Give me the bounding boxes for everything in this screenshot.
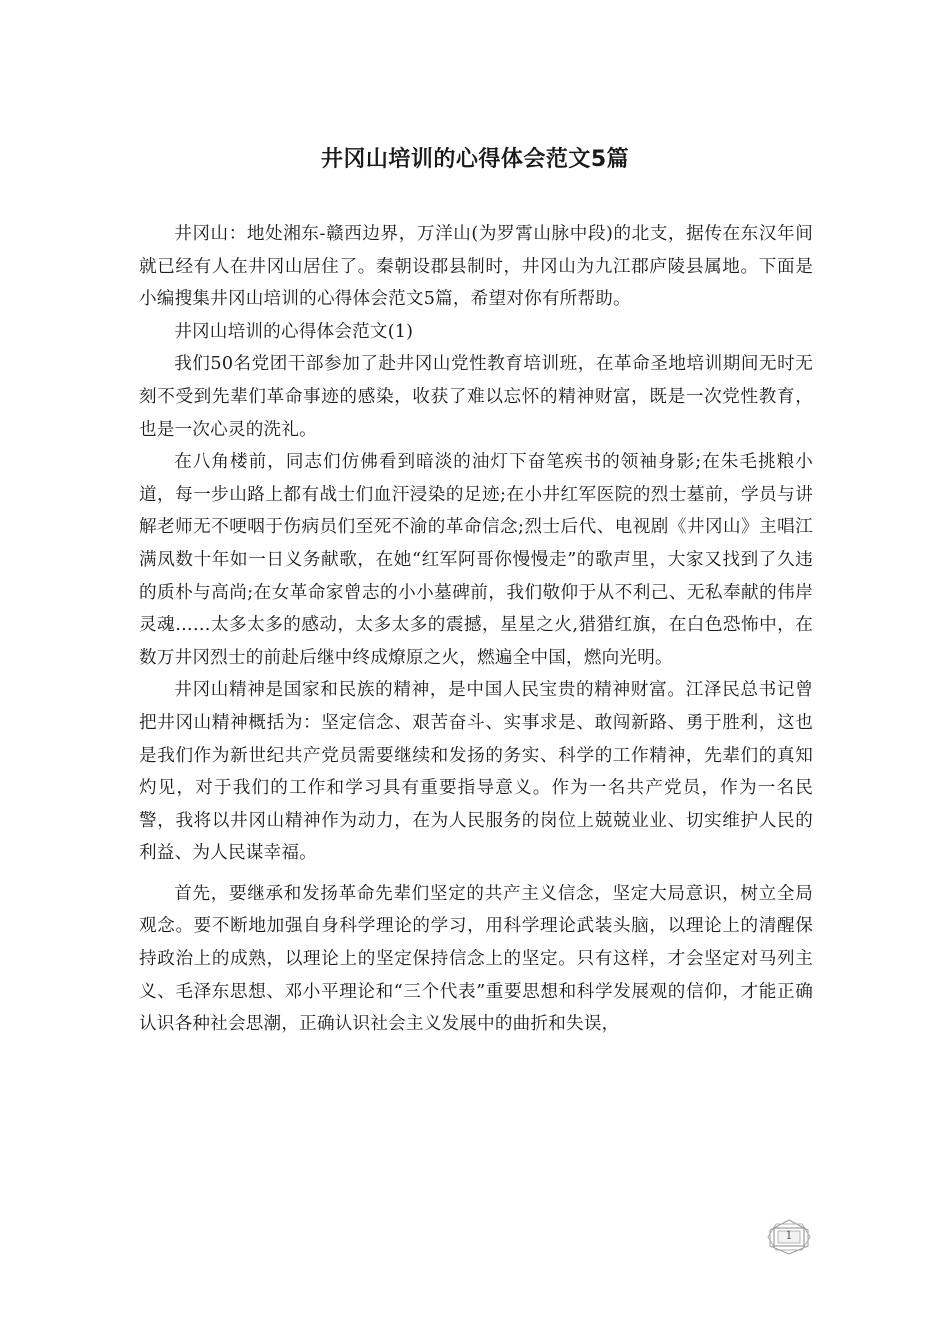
body-paragraph: 首先，要继承和发扬革命先辈们坚定的共产主义信念，坚定大局意识，树立全局观念。要不断地加强自身科学理论的学习，用科学理论武装头脑，以理论上的清醒保持政治上的成熟，以理论上的坚定保持信念上的坚定。只有这样，才会坚定对马列主义、毛泽东思想、邓小平理论和“三个代表”重要思想和科学发展观的信仰，才能正确认识各种社会思潮，正确认识社会主义发展中的曲折和失误， bbox=[139, 883, 813, 1035]
body-paragraph: 在八角楼前，同志们仿佛看到暗淡的油灯下奋笔疾书的领袖身影;在朱毛挑粮小道，每一步山路上都有战士们血汗浸染的足迹;在小井红军医院的烈士墓前，学员与讲解老师无不哽咽于伤病员们至死不渝的革命信念;烈士后代、电视剧《井冈山》主唱江满凤数十年如一日义务献歌，在她“红军阿哥你慢慢走”的歌声里，大家又找到了久违的质朴与高尚;在女革命家曾志的小小墓碑前，我们敬仰于从不利己、无私奉献的伟岸灵魂……太多太多的感动，太多太多的震撼，星星之火,猎猎红旗，在白色恐怖中，在数万井冈烈士的前赴后继中终成燎原之火，燃遍全中国，燃向光明。 bbox=[139, 452, 813, 668]
body-paragraph: 我们50名党团干部参加了赴井冈山党性教育培训班，在革命圣地培训期间无时无刻不受到先辈们革命事迹的感染，收获了难以忘怀的精神财富，既是一次党性教育，也是一次心灵的洗礼。 bbox=[139, 354, 813, 440]
page-number: 1 bbox=[785, 1229, 793, 1242]
document-body bbox=[139, 218, 813, 1041]
document-title: 井冈山培训的心得体会范文5篇 bbox=[320, 147, 630, 172]
body-paragraph: 井冈山精神是国家和民族的精神，是中国人民宝贵的精神财富。江泽民总书记曾把井冈山精神概括为：坚定信念、艰苦奋斗、实事求是、敢闯新路、勇于胜利，这也是我们作为新世纪共产党员需要继续和发扬的务实、科学的工作精神，先辈们的真知灼见，对于我们的工作和学习具有重要指导意义。作为一名共产党员，作为一名民警，我将以井冈山精神作为动力，在为人民服务的岗位上兢兢业业、切实维护人民的利益、为人民谋幸福。 bbox=[139, 680, 813, 864]
section-heading: 井冈山培训的心得体会范文(1) bbox=[174, 321, 414, 342]
intro-paragraph: 井冈山：地处湘东-赣西边界，万洋山(为罗霄山脉中段)的北支，据传在东汉年间就已经有人在井冈山居住了。秦朝设郡县制时，井冈山为九江郡庐陵县属地。下面是小编搜集井冈山培训的心得体会范文5篇，希望对你有所帮助。 bbox=[139, 224, 813, 310]
page-number-badge bbox=[764, 1218, 814, 1256]
